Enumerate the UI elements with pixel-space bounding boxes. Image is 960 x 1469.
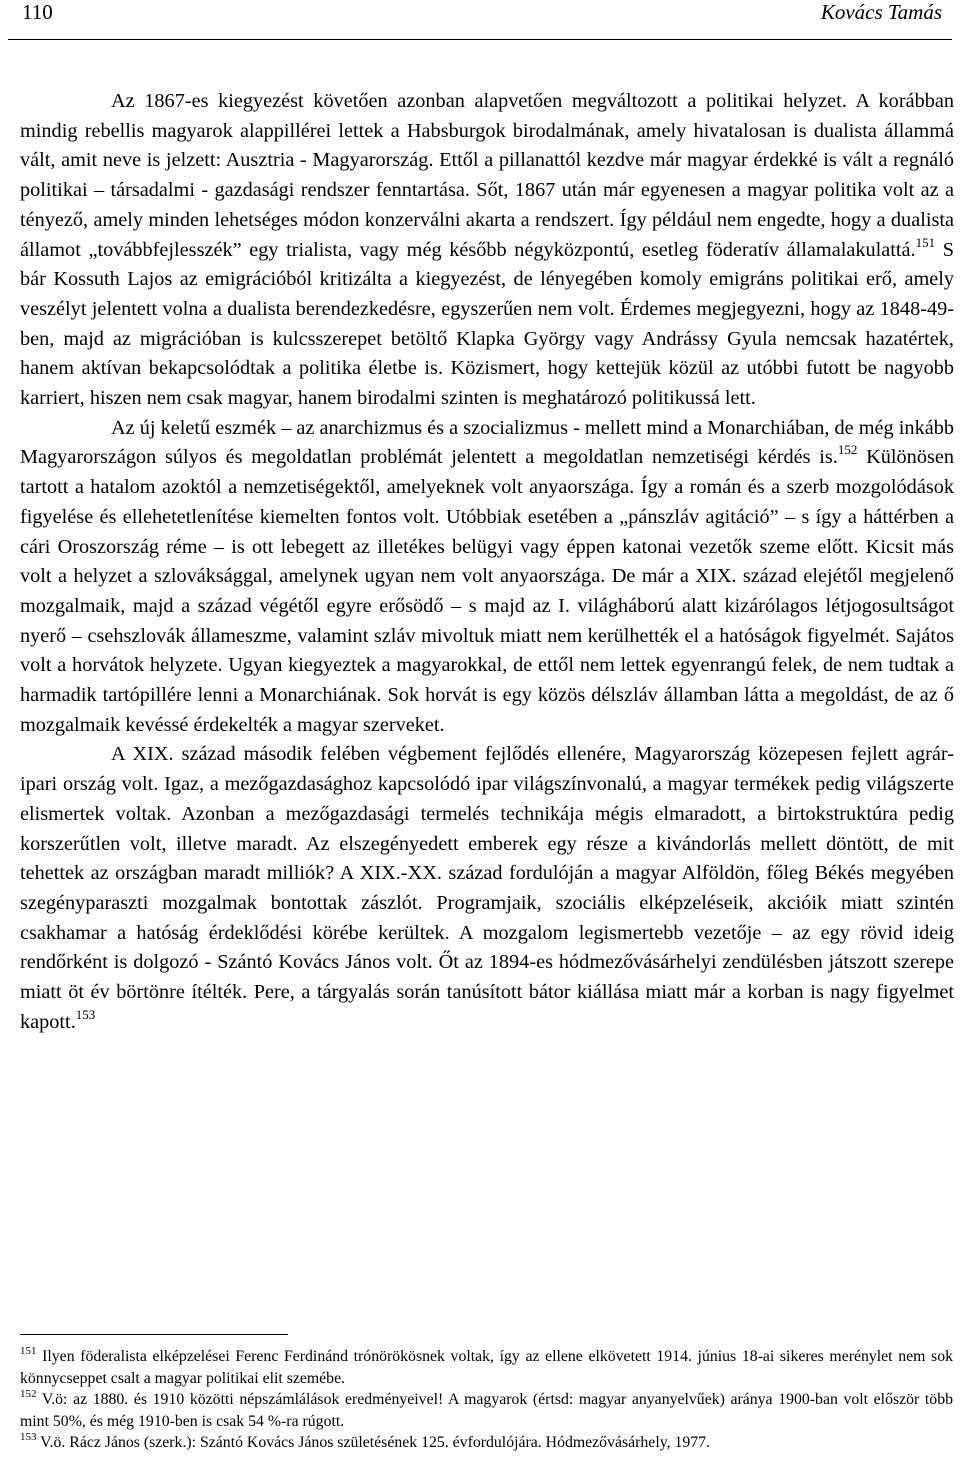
footnote-number: 152 (20, 1388, 37, 1400)
page-number: 110 (22, 0, 53, 24)
paragraph-text: Különösen tartott a hatalom azoktól a nemzetiségektől, amelyeknek volt anyaországa. Így a román és a szerb mozgolódások figyelése és ellehetetlenítése kiemelten fontos volt. Utóbbiak esetében a „pánszláv agitáció” – s így a háttérben a cári Oroszország réme – is ott lebegett az illetékes belügyi vagy éppen katonai vezetők szeme előtt. Kicsit más volt a helyzet a szlováksággal, amelynek ugyan nem volt anyaországa. De már a XIX. század elejétől megjelenő mozgalmaik, majd a század végétől egyre erősödő – s majd az I. világháború alatt kizárólagos létjogosultságot nyerő – csehszlovák állameszme, valamint szláv mivoltuk miatt nem kerülhették el a hatóságok figyelmét. Sajátos volt a horvátok helyzete. Ugyan kiegyeztek a magyarokkal, de ettől nem lettek egyenrangú felek, de nem tudtak a harmadik tartópillére lenni a Monarchiának. Sok horvát is egy közös délszláv államban látta a megoldást, de az ő mozgalmaik kevéssé érdekelték a magyar szerveket. (20, 446, 954, 736)
footnote-text: V.ö. Rácz János (szerk.): Szántó Kovács János születésének 125. évfordulójára. Hódmezővásárhely, 1977. (36, 1434, 711, 1451)
footnote-text: V.ö: az 1880. és 1910 közötti népszámlálások eredményeivel! A magyarok (értsd: magyar anyanyelvűek) aránya 1900-ban volt először több mint 50%, és még 1910-ben is csak 54 %-ra rúgott. (20, 1391, 953, 1430)
body-text (20, 87, 954, 1038)
paragraph (20, 414, 954, 741)
footnote-ref[interactable]: 153 (75, 1006, 96, 1022)
footnote (20, 1346, 953, 1389)
paragraph-text: A XIX. század második felében végbement fejlődés ellenére, Magyarország közepesen fejlett agrár-ipari ország volt. Igaz, a mezőgazdasághoz kapcsolódó ipar világszínvonalú, a magyar termékek pedig világszerte elismertek voltak. Azonban a mezőgazdasági termelés technikája mégis elmaradott, a birtokstruktúra pedig korszerűtlen volt, illetve maradt. Az elszegényedett emberek egy része a kivándorlás mellett döntött, de mit tehettek az országban maradt milliók? A XIX.-XX. század fordulóján a magyar Alföldön, főleg Békés megyében szegényparaszti mozgalmak bontottak zászlót. Programjaik, szociális elképzeléseik, akcióik miatt szintén csakhamar a hatóság érdeklődési körébe kerültek. A mozgalom legismertebb vezetője – az egy rövid ideig rendőrként is dolgozó - Szántó Kovács János volt. Őt az 1894-es hódmezővásárhelyi zendülésben játszott szerepe miatt öt év börtönre ítélték. Pere, a tárgyalás során tanúsított bátor kiállása miatt már a korban is nagy figyelmet kapott. (20, 743, 954, 1033)
running-head: Kovács Tamás (820, 0, 942, 24)
paragraph (20, 740, 954, 1037)
footnote-ref[interactable]: 152 (837, 442, 858, 458)
footnotes (20, 1346, 953, 1454)
footnote-separator (20, 1334, 288, 1335)
footnote-number: 153 (20, 1431, 37, 1443)
footnote-number: 151 (20, 1345, 37, 1357)
footnote-ref[interactable]: 151 (915, 234, 936, 250)
paragraph-text: Az 1867-es kiegyezést követően azonban alapvetően megváltozott a politikai helyzet. A korábban mindig rebellis magyarok alappillérei lettek a Habsburgok birodalmának, amely hivatalosan is dualista állammá vált, amit neve is jelzett: Ausztria - Magyarország. Ettől a pillanattól kezdve már magyar érdekké is vált a regnáló politikai – társadalmi - gazdasági rendszer fenntartása. Sőt, 1867 után már egyenesen a magyar politika volt az a tényező, amely minden lehetséges módon konzerválni akarta a rendszert. Így például nem engedte, hogy a dualista államot „továbbfejlesszék” egy trialista, vagy még később négyközpontú, esetleg föderatív államalakulattá. (20, 90, 954, 261)
paragraph-text: Az új keletű eszmék – az anarchizmus és a szocializmus - mellett mind a Monarchiában, de még inkább Magyarországon súlyos és megoldatlan problémát jelentett a megoldatlan nemzetiségi kérdés is. (20, 416, 954, 469)
paragraph (20, 87, 954, 414)
footnote (20, 1389, 953, 1432)
footnote (20, 1432, 953, 1454)
header-rule (8, 39, 952, 40)
footnote-text: Ilyen föderalista elképzelései Ferenc Ferdinánd trónörökösnek voltak, így az ellene elkövetett 1914. június 18-ai sikeres merénylet nem sok könnycseppet csalt a magyar politikai elit szemébe. (20, 1348, 953, 1387)
paragraph-text: S bár Kossuth Lajos az emigrációból kritizálta a kiegyezést, de lényegében komoly emigráns politikai erő, amely veszélyt jelentett volna a dualista berendezkedésre, egyszerűen nem volt. Érdemes megjegyezni, hogy az 1848-49-ben, majd az migrációban is kulcsszerepet betöltő Klapka György vagy Andrássy Gyula nemcsak hazatértek, hanem aktívan bekapcsolódtak a politika életbe is. Közismert, hogy kettejük közül az utóbbi futott be nagyobb karriert, hiszen nem csak magyar, hanem birodalmi szinten is meghatározó politikussá lett. (20, 238, 954, 410)
page-header (0, 0, 960, 44)
